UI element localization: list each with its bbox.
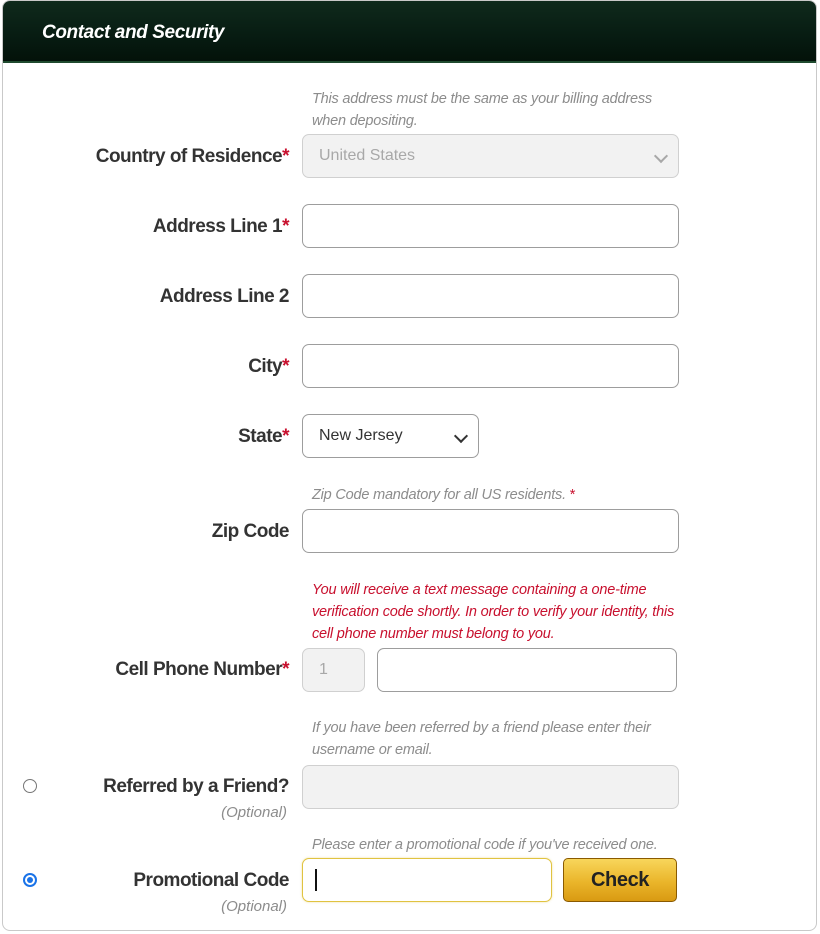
panel-title: Contact and Security	[42, 22, 225, 43]
chevron-down-icon	[654, 149, 668, 163]
address2-input[interactable]	[302, 274, 679, 318]
promo-radio[interactable]	[23, 873, 37, 887]
promo-optional: (Optional)	[221, 898, 287, 915]
phone-hint: You will receive a text message containing a one-time verification code shortly. In order to verify your identity, this cell phone number must belong to you.	[312, 582, 675, 642]
country-select-value: United States	[319, 147, 416, 164]
required-mark: *	[282, 659, 289, 680]
address1-input[interactable]	[302, 204, 679, 248]
country-hint: This address must be the same as your billing address when depositing.	[312, 91, 652, 129]
text-caret	[315, 869, 317, 891]
phone-label: Cell Phone Number*	[115, 659, 289, 680]
zip-hint: Zip Code mandatory for all US residents. *	[312, 487, 576, 503]
check-button[interactable]: Check	[563, 858, 677, 902]
required-mark: *	[282, 426, 289, 447]
chevron-down-icon	[454, 429, 468, 443]
city-label: City*	[248, 356, 289, 377]
referral-hint: If you have been referred by a friend please enter their username or email.	[312, 720, 651, 758]
panel-header	[3, 1, 816, 63]
referral-radio[interactable]	[23, 779, 37, 793]
required-mark: *	[282, 146, 289, 167]
state-select-value: New Jersey	[319, 427, 403, 444]
promo-hint: Please enter a promotional code if you've received one.	[312, 837, 658, 853]
referral-optional: (Optional)	[221, 804, 287, 821]
phone-input[interactable]	[377, 648, 677, 692]
state-select[interactable]	[302, 414, 479, 458]
zip-input[interactable]	[302, 509, 679, 553]
referral-input[interactable]	[302, 765, 679, 809]
phone-country-code-value: 1	[319, 661, 328, 678]
promo-label: Promotional Code	[133, 870, 289, 891]
referral-label: Referred by a Friend?	[103, 776, 289, 797]
city-input[interactable]	[302, 344, 679, 388]
country-select[interactable]	[302, 134, 679, 178]
required-mark: *	[282, 216, 289, 237]
zip-label: Zip Code	[211, 521, 289, 542]
required-mark: *	[569, 487, 576, 503]
country-label: Country of Residence*	[95, 146, 289, 167]
required-mark: *	[282, 356, 289, 377]
state-label: State*	[238, 426, 289, 447]
address1-label: Address Line 1*	[152, 216, 289, 237]
phone-country-code	[302, 648, 365, 692]
address2-label: Address Line 2	[159, 286, 289, 307]
promo-input[interactable]	[302, 858, 552, 902]
